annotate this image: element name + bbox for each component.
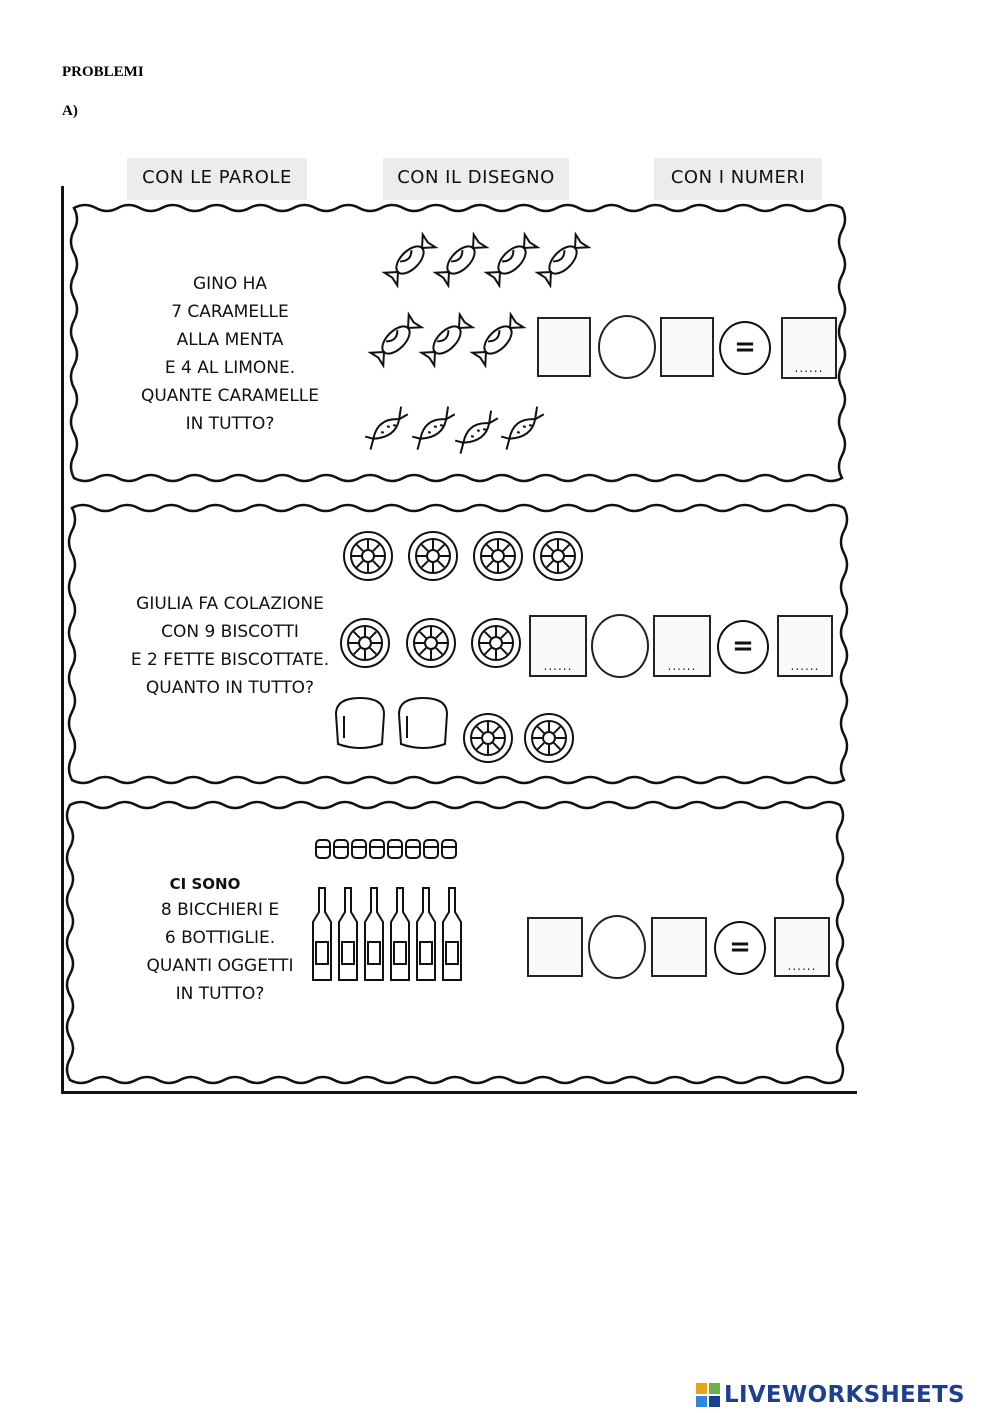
- problem-2-operand-2-box[interactable]: [653, 615, 711, 677]
- problem-1-result-box[interactable]: [781, 317, 837, 379]
- problem-1-text: GINO HA 7 CARAMELLE ALLA MENTA E 4 AL LIMONE. QUANTE CARAMELLE IN TUTTO?: [140, 274, 320, 434]
- problem-2-operator-circle[interactable]: [591, 614, 649, 678]
- liveworksheets-brand: LIVEWORKSHEETS: [724, 1382, 965, 1408]
- biscuit-1: [344, 532, 392, 580]
- glass-6: [406, 840, 420, 858]
- problem-1-operator-circle[interactable]: [598, 315, 656, 379]
- problem-3-operator-circle[interactable]: [588, 915, 646, 979]
- problem-2-equals-sign: =: [717, 620, 769, 674]
- mint-candy-5: [371, 315, 422, 366]
- lemon-candy-2: [406, 406, 460, 450]
- problem-3-result-dots: ......: [787, 959, 817, 973]
- page-title: PROBLEMI: [62, 64, 144, 80]
- biscuit-4: [534, 532, 582, 580]
- problem-1-equals-sign: =: [719, 321, 771, 375]
- mint-candy-4: [538, 235, 589, 286]
- glass-2: [334, 840, 348, 858]
- glass-1: [316, 840, 330, 858]
- bottle-6: [443, 888, 461, 980]
- toast-slice-2: [399, 698, 447, 748]
- biscuit-6: [407, 619, 455, 667]
- problem-1-operand-1-box[interactable]: [537, 317, 591, 377]
- problem-2-text: GIULIA FA COLAZIONE CON 9 BISCOTTI E 2 FETTE BISCOTTATE. QUANTO IN TUTTO?: [130, 594, 330, 698]
- column-header-numbers: CON I NUMERI: [654, 158, 822, 200]
- problem-3-intro: CI SONO: [169, 875, 241, 893]
- lemon-candy-1: [359, 406, 413, 450]
- section-label: A): [62, 103, 78, 119]
- biscuit-8: [464, 714, 512, 762]
- glass-5: [388, 840, 402, 858]
- problem-3-equals-sign: =: [714, 921, 766, 975]
- problem-2-operand-1-dots: ......: [543, 659, 573, 673]
- column-header-drawing: CON IL DISEGNO: [383, 158, 569, 200]
- column-header-words: CON LE PAROLE: [127, 158, 307, 200]
- bottle-4: [391, 888, 409, 980]
- mint-candy-1: [385, 235, 436, 286]
- mint-candy-3: [487, 235, 538, 286]
- problem-2-operand-1-box[interactable]: [529, 615, 587, 677]
- biscuit-7: [472, 619, 520, 667]
- mint-candy-2: [436, 235, 487, 286]
- liveworksheets-logo: [696, 1377, 965, 1413]
- problem-3-operand-1-box[interactable]: [527, 917, 583, 977]
- problem-3-text: 8 BICCHIERI E 6 BOTTIGLIE. QUANTI OGGETTI IN TUTTO?: [146, 900, 294, 1004]
- glass-3: [352, 840, 366, 858]
- problem-2-operand-2-dots: ......: [667, 659, 697, 673]
- problem-1-result-dots: ......: [794, 361, 824, 375]
- glass-8: [442, 840, 456, 858]
- lemon-candy-3: [449, 410, 503, 454]
- bottle-3: [365, 888, 383, 980]
- glass-4: [370, 840, 384, 858]
- lemon-candy-4: [495, 406, 549, 450]
- mint-candy-7: [473, 315, 524, 366]
- liveworksheets-logo-icon: [696, 1383, 720, 1407]
- problem-2-result-box[interactable]: [777, 615, 833, 677]
- biscuit-9: [525, 714, 573, 762]
- problem-1-operand-2-box[interactable]: [660, 317, 714, 377]
- bottle-5: [417, 888, 435, 980]
- toast-slice-1: [336, 698, 384, 748]
- problem-2-result-dots: ......: [790, 659, 820, 673]
- mint-candy-6: [422, 315, 473, 366]
- biscuit-2: [409, 532, 457, 580]
- bottle-2: [339, 888, 357, 980]
- problem-3-result-box[interactable]: [774, 917, 830, 977]
- problem-3-operand-2-box[interactable]: [651, 917, 707, 977]
- glass-7: [424, 840, 438, 858]
- biscuit-3: [474, 532, 522, 580]
